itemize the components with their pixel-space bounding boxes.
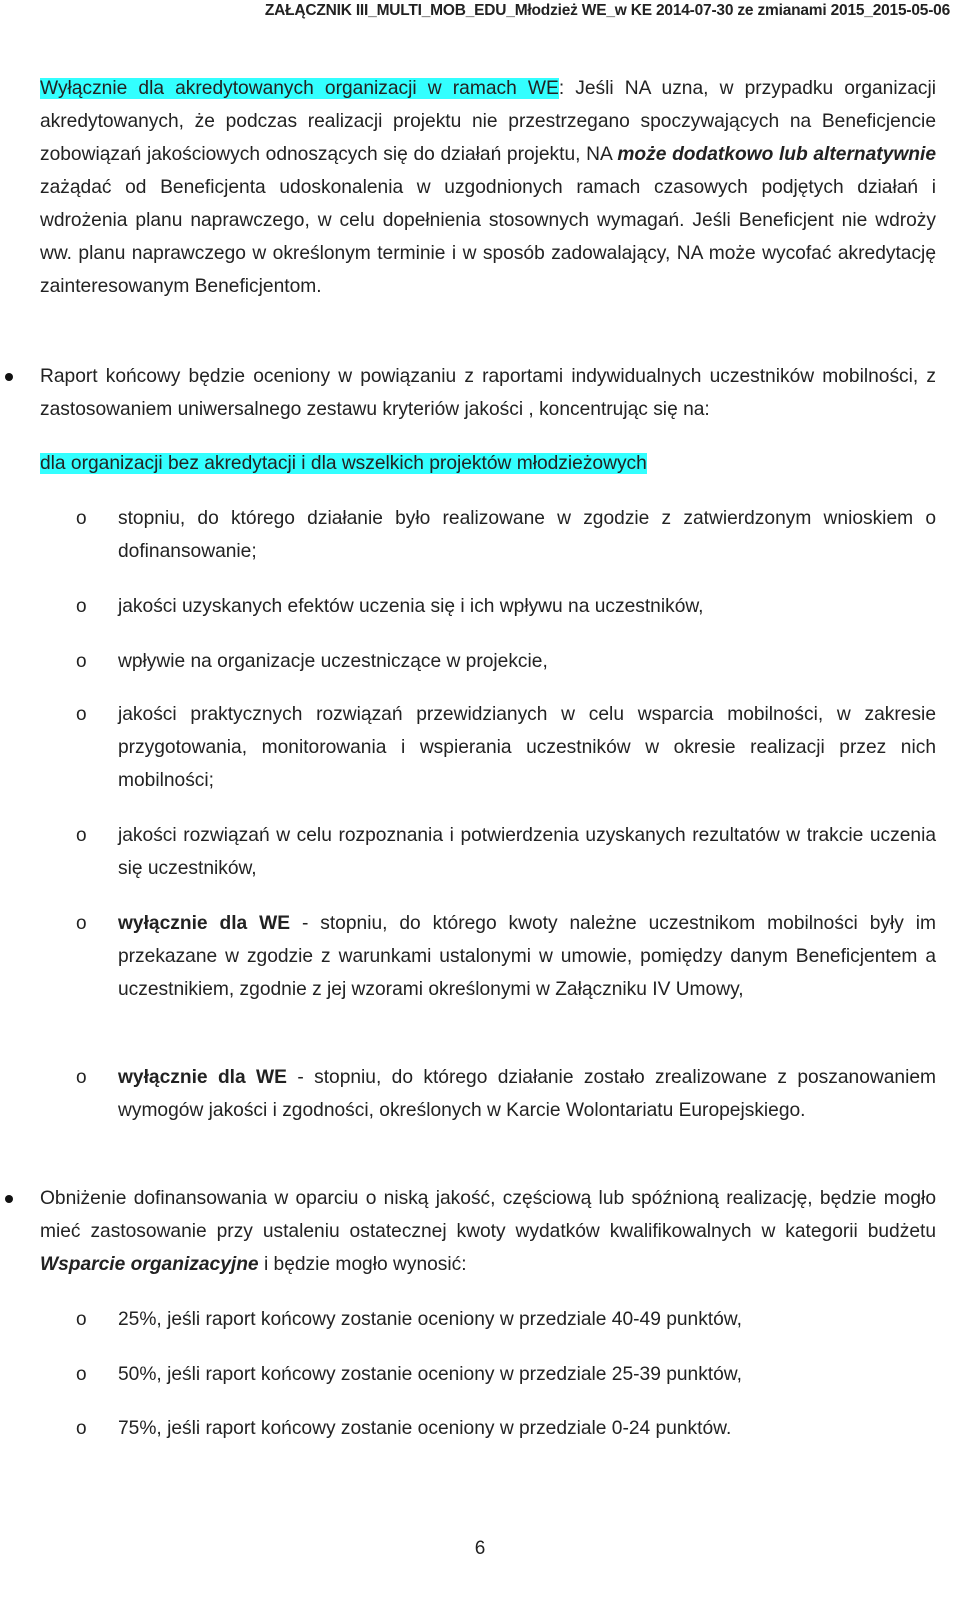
criterion-item: jakości uzyskanych efektów uczenia się i ich wpływu na uczestników, [118,596,704,617]
sub-bullet-marker: o [76,508,87,529]
sub-bullet-marker: o [76,1418,87,1439]
criterion-item: wpływie na organizacje uczestniczące w projekcie, [118,651,548,672]
criterion-item-we [118,907,936,1006]
criterion-item-we [118,1061,936,1127]
budget-category: Wsparcie organizacyjne [40,1254,259,1275]
reduction-item: 50%, jeśli raport końcowy zostanie oceniony w przedziale 25-39 punktów, [118,1364,742,1385]
bullet-marker [5,373,13,381]
reduction-item: 75%, jeśli raport końcowy zostanie oceniony w przedziale 0-24 punktów. [118,1418,732,1439]
page-number: 6 [474,1538,486,1559]
we-only-label: wyłącznie dla WE [118,913,291,934]
sub-bullet-marker: o [76,704,87,725]
reduction-text-2: i będzie mogło wynosić: [258,1254,467,1275]
sub-bullet-marker: o [76,596,87,617]
criteria-heading-highlight: dla organizacji bez akredytacji i dla wszelkich projektów młodzieżowych [40,453,647,474]
sub-bullet-marker: o [76,913,87,934]
criterion-text: - stopniu, do którego działanie zostało zrealizowane z poszanowaniem wymogów jakości i zgodności, określonych w Karcie Wolontariatu Europejskiego. [118,1067,936,1121]
intro-paragraph [40,72,936,303]
intro-text-1: : Jeśli NA uzna, w przypadku organizacji akredytowanych, że podczas realizacji projektu nie przestrzegano spoczywających na Beneficjencie zobowiązań jakościowych odnoszących się do działań projektu, NA [40,78,936,165]
intro-text-2: zażądać od Beneficjenta udoskonalenia w uzgodnionych ramach czasowych podjętych działań i wdrożenia planu naprawczego, w celu dopełnienia stosownych wymagań. Jeśli Beneficjent nie wdroży ww. planu naprawczego w określonym terminie i w sposób zadowalający, NA może wycofać akredytację zainteresowanym Beneficjentom. [40,177,936,297]
criterion-text: - stopniu, do którego kwoty należne uczestnikom mobilności były im przekazane w zgodzie z warunkami ustalonymi w umowie, pomiędzy danym Beneficjentem a uczestnikiem, zgodnie z jej wzorami określonymi w Załączniku IV Umowy, [118,913,936,1000]
criterion-item: stopniu, do którego działanie było realizowane w zgodzie z zatwierdzonym wnioskiem o dofinansowanie; [118,508,936,562]
criteria-heading [40,447,647,480]
accredited-only-highlight: Wyłącznie dla akredytowanych organizacji w ramach WE [40,78,559,99]
intro-bold-phrase: może dodatkowo lub alternatywnie [617,144,937,165]
document-header: ZAŁĄCZNIK III_MULTI_MOB_EDU_Młodzież WE_w KE 2014-07-30 ze zmianami 2015_2015-05-06 [264,2,950,19]
bullet-marker [5,1195,13,1203]
reduction-text-1: Obniżenie dofinansowania w oparciu o niską jakość, częściową lub spóźnioną realizację, będzie mogło mieć zastosowanie przy ustaleniu ostatecznej kwoty wydatków kwalifikowalnych w kategorii budżetu [40,1188,936,1242]
reduction-item: 25%, jeśli raport końcowy zostanie oceniony w przedziale 40-49 punktów, [118,1309,742,1330]
criterion-item: jakości praktycznych rozwiązań przewidzianych w celu wsparcia mobilności, w zakresie przygotowania, monitorowania i wspierania uczestników w okresie realizacji przez nich mobilności; [118,704,936,791]
sub-bullet-marker: o [76,1364,87,1385]
bullet-reduction [40,1182,936,1281]
sub-bullet-marker: o [76,825,87,846]
bullet-final-report: Raport końcowy będzie oceniony w powiązaniu z raportami indywidualnych uczestników mobilności, z zastosowaniem uniwersalnego zestawu kryteriów jakości , koncentrując się na: [40,366,936,420]
sub-bullet-marker: o [76,651,87,672]
criterion-item: jakości rozwiązań w celu rozpoznania i potwierdzenia uzyskanych rezultatów w trakcie uczenia się uczestników, [118,825,936,879]
sub-bullet-marker: o [76,1309,87,1330]
sub-bullet-marker: o [76,1067,87,1088]
we-only-label: wyłącznie dla WE [118,1067,287,1088]
